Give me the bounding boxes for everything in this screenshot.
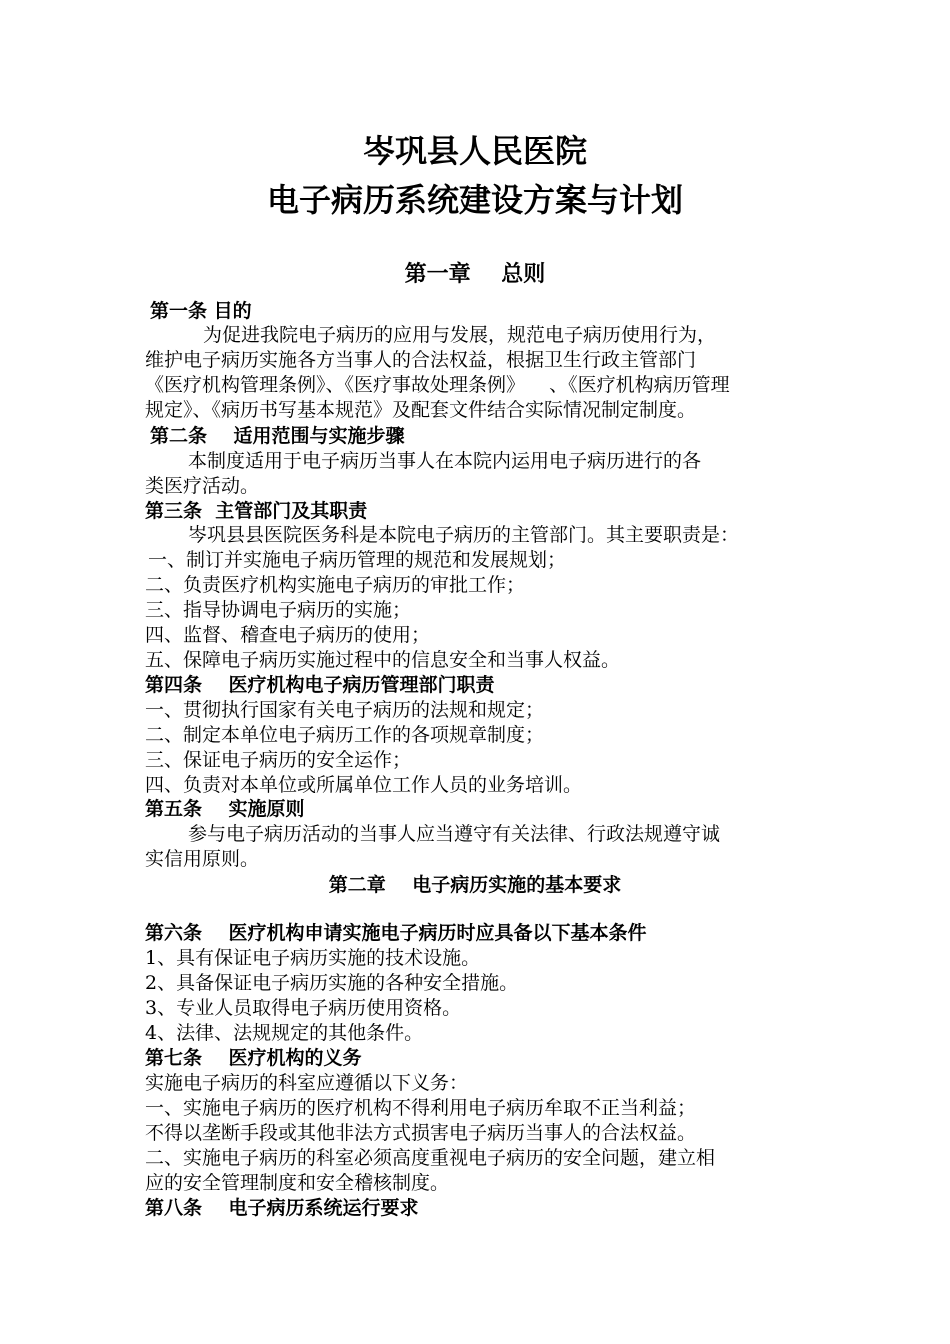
chapter-1-heading: 第一章 总则 xyxy=(404,262,546,287)
article-4-item: 三、保证电子病历的安全运作； xyxy=(145,749,412,771)
article-2-text: 本制度适用于电子病历当事人在本院内运用电子病历进行的各 xyxy=(188,450,702,472)
article-1-text: 维护电子病历实施各方当事人的合法权益，根据卫生行政主管部门 xyxy=(145,349,697,371)
article-3-item: 二、负责医疗机构实施电子病历的审批工作； xyxy=(145,574,526,596)
chapter-2-heading: 第二章 电子病历实施的基本要求 xyxy=(328,874,622,896)
article-1-text: 《医疗机构管理条例》、《医疗事故处理条例》 、《医疗机构病历管理 xyxy=(145,374,730,396)
article-1-heading: 第一条 目的 xyxy=(150,300,252,322)
article-7-item: 一、实施电子病历的医疗机构不得利用电子病历牟取不正当利益； xyxy=(145,1097,697,1119)
article-3-heading: 第三条 主管部门及其职责 xyxy=(145,500,368,522)
article-3-item: 一、制订并实施电子病历管理的规范和发展规划； xyxy=(148,549,567,571)
article-4-item: 四、负责对本单位或所属单位工作人员的业务培训。 xyxy=(145,774,583,796)
article-4-item: 一、贯彻执行国家有关电子病历的法规和规定； xyxy=(145,699,545,721)
article-7-text: 实施电子病历的科室应遵循以下义务： xyxy=(145,1072,469,1094)
article-3-text: 岑巩县县医院医务科是本院电子病历的主管部门。其主要职责是： xyxy=(188,524,740,546)
article-6-item: 4、法律、法规规定的其他条件。 xyxy=(145,1022,424,1044)
article-1-text: 规定》、《病历书写基本规范》及配套文件结合实际情况制定制度。 xyxy=(145,399,697,421)
article-4-heading: 第四条 医疗机构电子病历管理部门职责 xyxy=(145,674,495,696)
article-7-item: 二、实施电子病历的科室必须高度重视电子病历的安全问题，建立相 xyxy=(145,1147,716,1169)
article-4-item: 二、制定本单位电子病历工作的各项规章制度； xyxy=(145,724,545,746)
article-6-item: 2、具备保证电子病历实施的各种安全措施。 xyxy=(145,972,519,994)
article-8-heading: 第八条 电子病历系统运行要求 xyxy=(145,1197,419,1219)
document-title-plan: 电子病历系统建设方案与计划 xyxy=(266,181,683,219)
article-7-item: 应的安全管理制度和安全稽核制度。 xyxy=(145,1172,450,1194)
article-2-heading: 第二条 适用范围与实施步骤 xyxy=(150,425,405,447)
document-title-hospital: 岑巩县人民医院 xyxy=(362,132,587,170)
article-3-item: 四、监督、稽查电子病历的使用； xyxy=(145,624,431,646)
article-7-heading: 第七条 医疗机构的义务 xyxy=(145,1047,362,1069)
article-5-text: 实信用原则。 xyxy=(145,848,260,870)
article-6-item: 1、具有保证电子病历实施的技术设施。 xyxy=(145,947,481,969)
article-7-item: 不得以垄断手段或其他非法方式损害电子病历当事人的合法权益。 xyxy=(145,1122,697,1144)
article-3-item: 五、保障电子病历实施过程中的信息安全和当事人权益。 xyxy=(145,649,621,671)
article-1-text: 为促进我院电子病历的应用与发展，规范电子病历使用行为， xyxy=(203,324,717,346)
article-6-heading: 第六条 医疗机构申请实施电子病历时应具备以下基本条件 xyxy=(145,922,647,944)
article-5-text: 参与电子病历活动的当事人应当遵守有关法律、行政法规遵守诚 xyxy=(188,823,721,845)
article-5-heading: 第五条 实施原则 xyxy=(145,798,305,820)
article-2-text: 类医疗活动。 xyxy=(145,475,260,497)
article-3-item: 三、指导协调电子病历的实施； xyxy=(145,599,412,621)
article-6-item: 3、专业人员取得电子病历使用资格。 xyxy=(145,997,462,1019)
